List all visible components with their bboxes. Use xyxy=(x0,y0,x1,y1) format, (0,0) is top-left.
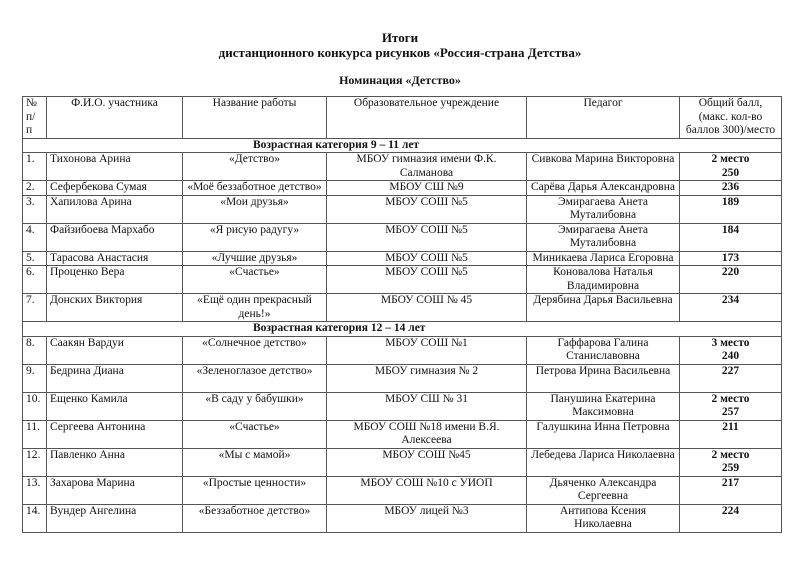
cell-work-title: «Простые ценности» xyxy=(183,476,327,504)
score-value: 234 xyxy=(721,294,740,306)
cell-teacher: Сарёва Дарья Александровна xyxy=(527,181,680,196)
cell-school: МБОУ СОШ №5 xyxy=(327,223,527,251)
cell-work-title: «Солнечное детство» xyxy=(183,336,327,364)
cell-school: МБОУ гимназия имени Ф.К. Салманова xyxy=(327,153,527,181)
cell-teacher: Сивкова Марина Викторовна xyxy=(527,153,680,181)
document-title: Итоги xyxy=(381,30,419,45)
table-row xyxy=(23,504,782,532)
cell-teacher: Эмирагаева Анета Муталибовна xyxy=(527,195,680,223)
cell-participant: Сергеева Антонина xyxy=(47,420,183,448)
score-value: 259 xyxy=(721,462,740,474)
cell-score xyxy=(680,153,782,181)
cell-teacher: Антипова Ксения Николаевна xyxy=(527,504,680,532)
score-value: 211 xyxy=(722,420,739,433)
cell-score xyxy=(680,181,782,196)
cell-num: 4. xyxy=(23,223,47,251)
cell-score xyxy=(680,504,782,532)
cell-score xyxy=(680,251,782,266)
score-value: 257 xyxy=(721,406,740,418)
cell-participant: Сефербекова Сумая xyxy=(47,181,183,196)
place-label: 2 место xyxy=(711,392,750,405)
cell-num: 9. xyxy=(23,364,47,392)
cell-teacher: Галушкина Инна Петровна xyxy=(527,420,680,448)
score-value: 227 xyxy=(721,364,740,377)
score-value: 236 xyxy=(721,181,740,193)
cell-school: МБОУ СОШ №10 с УИОП xyxy=(327,476,527,504)
score-value: 184 xyxy=(721,223,740,236)
cell-teacher: Панушина Екатерина Максимовна xyxy=(527,392,680,420)
place-label: 2 место xyxy=(711,153,750,165)
cell-participant: Захарова Марина xyxy=(47,476,183,504)
table-row xyxy=(23,181,782,196)
table-row xyxy=(23,392,782,420)
cell-num: 11. xyxy=(23,420,47,448)
cell-school: МБОУ СОШ №5 xyxy=(327,251,527,266)
cell-score xyxy=(680,294,782,322)
cell-teacher: Дьяченко Александра Сергеевна xyxy=(527,476,680,504)
cell-participant: Тихонова Арина xyxy=(47,153,183,181)
cell-participant: Донских Виктория xyxy=(47,294,183,322)
cell-work-title: «Мои друзья» xyxy=(183,195,327,223)
cell-participant: Ещенко Камила xyxy=(47,392,183,420)
cell-work-title: «Мы с мамой» xyxy=(183,448,327,476)
cell-score xyxy=(680,392,782,420)
cell-work-title: «Счастье» xyxy=(183,420,327,448)
section-label: Возрастная категория 12 – 14 лет xyxy=(23,322,782,337)
header-score: Общий балл, (макс. кол-во баллов 300)/место xyxy=(680,97,782,139)
cell-score xyxy=(680,223,782,251)
table-row xyxy=(23,266,782,294)
cell-num: 1. xyxy=(23,153,47,181)
cell-score xyxy=(680,195,782,223)
header-work: Название работы xyxy=(183,97,327,139)
cell-participant: Тарасова Анастасия xyxy=(47,251,183,266)
score-value: 189 xyxy=(721,195,740,208)
cell-score xyxy=(680,336,782,364)
cell-school: МБОУ СОШ №5 xyxy=(327,195,527,223)
cell-teacher: Миникаева Лариса Егоровна xyxy=(527,251,680,266)
cell-work-title: «Беззаботное детство» xyxy=(183,504,327,532)
header-num: № п/ п xyxy=(23,97,47,139)
cell-school: МБОУ СОШ №1 xyxy=(327,336,527,364)
cell-participant: Проценко Вера xyxy=(47,266,183,294)
cell-school: МБОУ СШ №9 xyxy=(327,181,527,196)
cell-num: 2. xyxy=(23,181,47,196)
cell-participant: Файзибоева Мархабо xyxy=(47,223,183,251)
section-label: Возрастная категория 9 – 11 лет xyxy=(23,138,782,153)
nomination-title: Номинация «Детство» xyxy=(339,73,461,87)
cell-teacher: Эмирагаева Анета Муталибовна xyxy=(527,223,680,251)
header-school: Образовательное учреждение xyxy=(327,97,527,139)
cell-num: 10. xyxy=(23,392,47,420)
header-name: Ф.И.О. участника xyxy=(47,97,183,139)
table-header-row xyxy=(23,97,782,139)
cell-participant: Вундер Ангелина xyxy=(47,504,183,532)
table-row xyxy=(23,364,782,392)
cell-num: 14. xyxy=(23,504,47,532)
score-value: 173 xyxy=(721,251,740,264)
cell-teacher: Коновалова Наталья Владимировна xyxy=(527,266,680,294)
table-row xyxy=(23,251,782,266)
cell-work-title: «Лучшие друзья» xyxy=(183,251,327,266)
cell-school: МБОУ СШ № 31 xyxy=(327,392,527,420)
cell-teacher: Дерябина Дарья Васильевна xyxy=(527,294,680,322)
cell-work-title: «Моё беззаботное детство» xyxy=(183,181,327,196)
table-row xyxy=(23,195,782,223)
cell-participant: Бедрина Диана xyxy=(47,364,183,392)
cell-work-title: «Зеленоглазое детство» xyxy=(183,364,327,392)
cell-school: МБОУ гимназия № 2 xyxy=(327,364,527,392)
score-value: 224 xyxy=(721,504,740,517)
cell-num: 3. xyxy=(23,195,47,223)
cell-num: 8. xyxy=(23,336,47,364)
cell-num: 6. xyxy=(23,266,47,294)
score-value: 217 xyxy=(721,476,740,489)
cell-school: МБОУ СОШ №5 xyxy=(327,266,527,294)
score-value: 250 xyxy=(721,166,740,179)
table-row xyxy=(23,223,782,251)
cell-participant: Павленко Анна xyxy=(47,448,183,476)
place-label: 3 место xyxy=(711,336,750,349)
document-subtitle: дистанционного конкурса рисунков «Россия-страна Детства» xyxy=(218,45,582,60)
results-table xyxy=(22,96,782,533)
table-row xyxy=(23,448,782,476)
cell-score xyxy=(680,364,782,392)
cell-school: МБОУ СОШ № 45 xyxy=(327,294,527,322)
header-teacher: Педагог xyxy=(527,97,680,139)
cell-num: 12. xyxy=(23,448,47,476)
cell-teacher: Гаффарова Галина Станиславовна xyxy=(527,336,680,364)
table-row xyxy=(23,420,782,448)
table-row xyxy=(23,294,782,322)
cell-work-title: «Детство» xyxy=(183,153,327,181)
cell-score xyxy=(680,448,782,476)
score-value: 220 xyxy=(721,266,740,278)
cell-num: 13. xyxy=(23,476,47,504)
cell-teacher: Лебедева Лариса Николаевна xyxy=(527,448,680,476)
cell-participant: Саакян Вардуи xyxy=(47,336,183,364)
cell-work-title: «Я рисую радугу» xyxy=(183,223,327,251)
cell-work-title: «В саду у бабушки» xyxy=(183,392,327,420)
cell-work-title: «Счастье» xyxy=(183,266,327,294)
score-value: 240 xyxy=(721,350,740,362)
cell-work-title: «Ещё один прекрасный день!» xyxy=(183,294,327,322)
place-label: 2 место xyxy=(711,448,750,461)
cell-score xyxy=(680,476,782,504)
cell-school: МБОУ СОШ №18 имени В.Я. Алексеева xyxy=(327,420,527,448)
section-row xyxy=(23,322,782,337)
cell-teacher: Петрова Ирина Васильевна xyxy=(527,364,680,392)
table-row xyxy=(23,153,782,181)
cell-school: МБОУ СОШ №45 xyxy=(327,448,527,476)
cell-num: 7. xyxy=(23,294,47,322)
cell-num: 5. xyxy=(23,251,47,266)
cell-school: МБОУ лицей №3 xyxy=(327,504,527,532)
cell-score xyxy=(680,266,782,294)
cell-participant: Хапилова Арина xyxy=(47,195,183,223)
section-row xyxy=(23,138,782,153)
cell-score xyxy=(680,420,782,448)
table-row xyxy=(23,336,782,364)
table-row xyxy=(23,476,782,504)
